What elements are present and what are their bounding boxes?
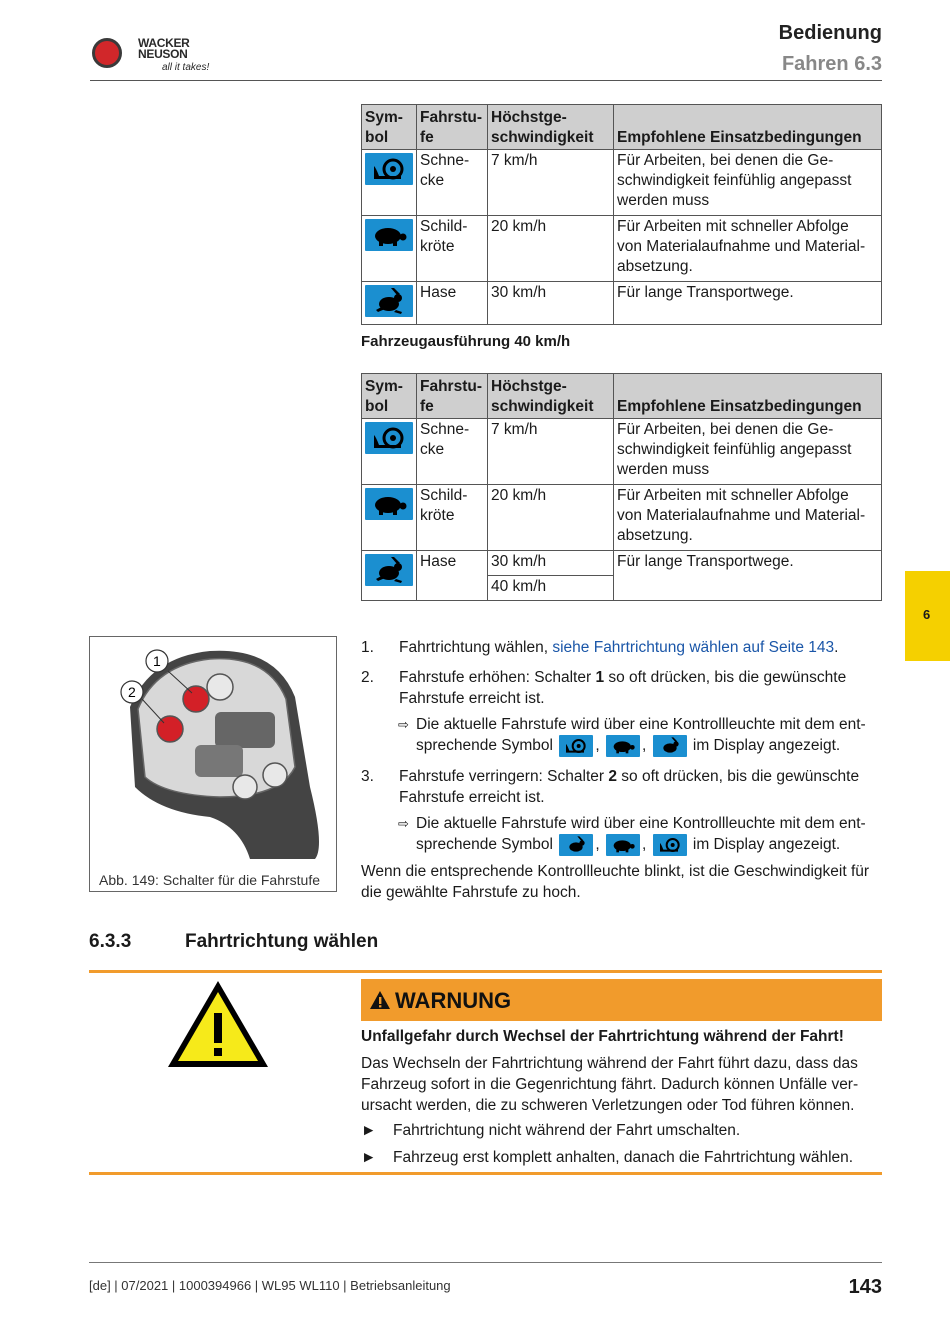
callout-2: 2 (128, 684, 136, 700)
symbol-cell (362, 282, 417, 325)
joystick-figure (89, 636, 337, 892)
use-cell: Für lange Transportwege. (614, 551, 882, 601)
step-3-result: ⇨ Die aktuelle Fahrstufe wird über eine Kontrollleuchte mit dem ent-sprechende Symbol , , im Display angezeigt. (361, 813, 882, 857)
table-row (362, 216, 882, 282)
use-cell: Für Arbeiten, bei denen die Ge-schwindigkeit feinfühlig angepasst werden muss (614, 150, 882, 216)
result-arrow-icon: ⇨ (398, 816, 409, 831)
speed-cell: 20 km/h (488, 216, 614, 282)
table-row (362, 150, 882, 216)
page-number: 143 (848, 1276, 882, 1298)
use-cell: Für Arbeiten mit schneller Abfolge von Materialaufnahme und Material-absetzung. (614, 216, 882, 282)
speed-table-40 (361, 373, 882, 601)
speed-cell: 40 km/h (488, 576, 614, 601)
table-row (362, 419, 882, 485)
header-divider (90, 80, 882, 81)
use-cell: Für lange Transportwege. (614, 282, 882, 325)
speed-cell: 30 km/h (488, 551, 614, 576)
logo-tagline: all it takes! (162, 62, 210, 73)
snail-icon (559, 735, 593, 757)
col-speed: Höchstge-schwindigkeit (488, 374, 614, 419)
warning-triangle-icon (165, 978, 271, 1070)
step-3: 3. Fahrstufe verringern: Schalter 2 so oft drücken, bis die gewünschte Fahrstufe erreicht ist. (361, 768, 860, 806)
level-cell: Schne-cke (417, 419, 488, 485)
symbol-cell (362, 150, 417, 216)
hare-icon (365, 285, 413, 317)
bullet-arrow-icon: ► (361, 1122, 377, 1139)
alert-icon (369, 990, 391, 1010)
table-row (362, 551, 882, 576)
level-cell: Schne-cke (417, 150, 488, 216)
chapter-tab: 6 (905, 571, 950, 661)
section-title: Fahrtrichtung wählen (185, 931, 379, 952)
header-title: Bedienung (778, 22, 882, 44)
table-header-row (362, 105, 882, 150)
result-arrow-icon: ⇨ (398, 717, 409, 732)
col-symbol: Sym-bol (362, 374, 417, 419)
footer-divider (89, 1262, 882, 1263)
hare-icon (653, 735, 687, 757)
speed-table-30 (361, 104, 882, 325)
table-header-row (362, 374, 882, 419)
snail-icon (653, 834, 687, 856)
step-2-result: ⇨ Die aktuelle Fahrstufe wird über eine Kontrollleuchte mit dem ent-sprechende Symbol , , im Display angezeigt. (361, 714, 882, 758)
col-symbol: Sym-bol (362, 105, 417, 150)
hare-icon (365, 554, 413, 586)
level-cell: Hase (417, 282, 488, 325)
symbol-cell (362, 551, 417, 601)
joystick-illustration (90, 637, 336, 867)
callout-1: 1 (153, 653, 161, 669)
col-level: Fahrstu-fe (417, 374, 488, 419)
header-subtitle: Fahren 6.3 (781, 53, 882, 75)
footer-text: [de] | 07/2021 | 1000394966 | WL95 WL110 | Betriebsanleitung (89, 1278, 451, 1293)
warning-label: WARNUNG (395, 988, 512, 1013)
note-text: Wenn die entsprechende Kontrollleuchte blinkt, ist die Geschwindigkeit für die gewählte Fahrstufe zu hoch. (361, 863, 870, 901)
warning-top-rule (89, 970, 882, 973)
symbol-cell (362, 216, 417, 282)
turtle-icon (606, 735, 640, 757)
hare-icon (559, 834, 593, 856)
section-number: 6.3.3 (89, 931, 132, 952)
symbol-cell (362, 485, 417, 551)
turtle-icon (365, 488, 413, 520)
col-level: Fahrstu-fe (417, 105, 488, 150)
warning-bottom-rule (89, 1172, 882, 1175)
snail-icon (365, 422, 413, 454)
speed-cell: 20 km/h (488, 485, 614, 551)
warning-banner (361, 979, 882, 1021)
symbol-cell (362, 419, 417, 485)
col-use: Empfohlene Einsatzbedingungen (614, 374, 882, 419)
step-2: 2. Fahrstufe erhöhen: Schalter 1 so oft drücken, bis die gewünschte Fahrstufe erreicht ist. (361, 669, 847, 707)
table-row (362, 282, 882, 325)
use-cell: Für Arbeiten, bei denen die Ge-schwindigkeit feinfühlig angepasst werden muss (614, 419, 882, 485)
warning-body: Das Wechseln der Fahrtrichtung während der Fahrt führt dazu, dass das Fahrzeug sofort in die Gegenrichtung fährt. Dadurch können Unfälle ver-ursacht werden, die zu schweren Verletzungen oder Tod führen können. (361, 1055, 859, 1114)
level-cell: Schild-kröte (417, 485, 488, 551)
figure-caption: Abb. 149: Schalter für die Fahrstufe (99, 872, 321, 888)
snail-icon (365, 153, 413, 185)
logo-emblem (92, 38, 122, 68)
table-row (362, 485, 882, 551)
speed-cell: 30 km/h (488, 282, 614, 325)
logo-wordmark: WACKER NEUSON (138, 36, 190, 61)
level-cell: Hase (417, 551, 488, 601)
warning-heading: Unfallgefahr durch Wechsel der Fahrtrichtung während der Fahrt! (361, 1028, 844, 1045)
step-1: 1. Fahrtrichtung wählen, siehe Fahrtrichtung wählen auf Seite 143. (361, 639, 839, 656)
turtle-icon (365, 219, 413, 251)
bullet-arrow-icon: ► (361, 1149, 377, 1166)
wacker-neuson-logo (92, 36, 222, 78)
level-cell: Schild-kröte (417, 216, 488, 282)
table-caption: Fahrzeugausführung 40 km/h (361, 333, 571, 350)
speed-cell: 7 km/h (488, 150, 614, 216)
speed-cell: 7 km/h (488, 419, 614, 485)
turtle-icon (606, 834, 640, 856)
col-use: Empfohlene Einsatzbedingungen (614, 105, 882, 150)
col-speed: Höchstge-schwindigkeit (488, 105, 614, 150)
page-link[interactable]: siehe Fahrtrichtung wählen auf Seite 143 (552, 639, 835, 656)
use-cell: Für Arbeiten mit schneller Abfolge von Materialaufnahme und Material-absetzung. (614, 485, 882, 551)
